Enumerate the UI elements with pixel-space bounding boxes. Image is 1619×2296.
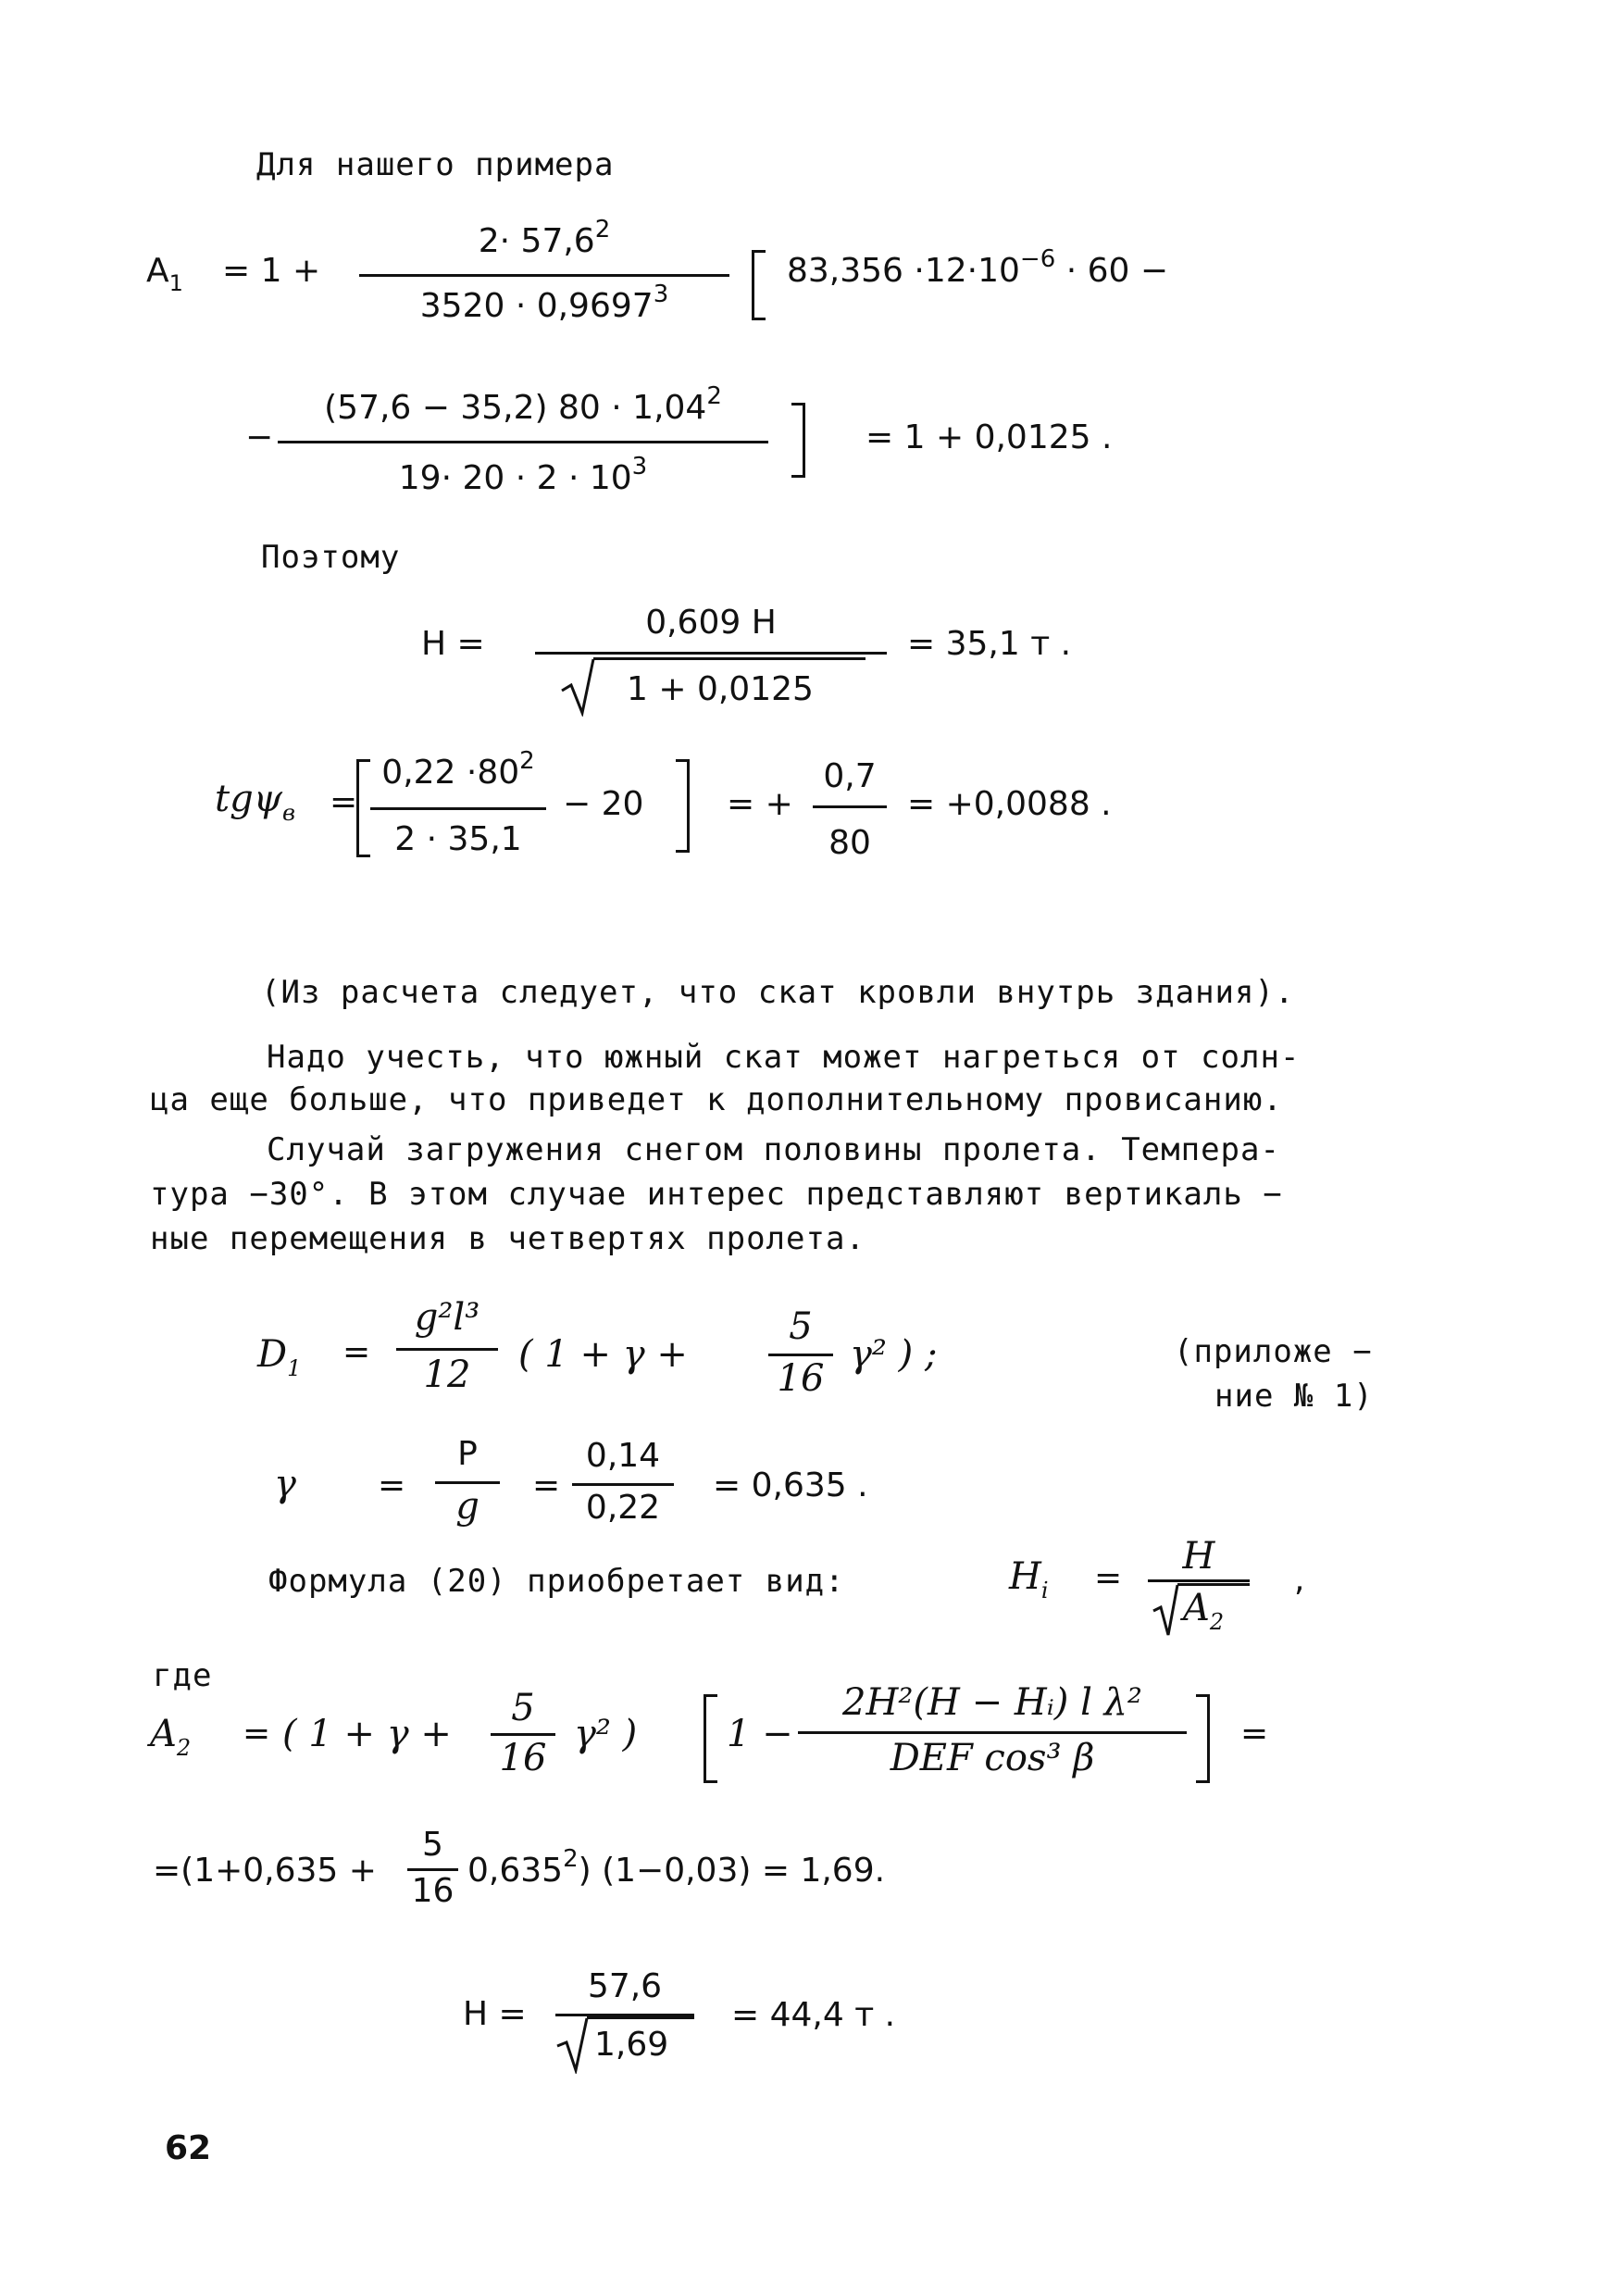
eq4-right-bracket bbox=[676, 759, 690, 853]
eq8-one-minus: 1 − bbox=[727, 1713, 793, 1755]
eq4-fraction-bar bbox=[370, 807, 546, 810]
page-number: 62 bbox=[165, 2129, 212, 2167]
eq6-result: = 0,635 . bbox=[713, 1466, 868, 1504]
eq2-right-bracket bbox=[791, 403, 805, 478]
eq4-result: = +0,0088 . bbox=[907, 785, 1112, 823]
eq6-fraction-1-denominator: g bbox=[455, 1485, 479, 1528]
eq10-lhs: H = bbox=[463, 1995, 527, 2033]
para2-line3: ные перемещения в четвертях пролета. bbox=[150, 1220, 866, 1257]
eq9-numerator: 5 bbox=[422, 1826, 443, 1864]
eq5-numerator: g²l³ bbox=[414, 1296, 480, 1339]
eq5-paren: ( 1 + γ + bbox=[518, 1333, 688, 1376]
eq9-fraction bbox=[407, 1826, 458, 1928]
formula-line: Формула (20) приобретает вид: bbox=[268, 1563, 845, 1600]
eq4-lhs: tgψ$_в$ bbox=[215, 778, 296, 826]
eq5-ref-line2: ние № 1) bbox=[1214, 1378, 1374, 1415]
eq6-fraction-1-numerator: P bbox=[457, 1435, 478, 1473]
eq4-fraction-2-numerator: 0,7 bbox=[823, 757, 877, 795]
eq5-fraction-2-denominator: 16 bbox=[777, 1357, 825, 1400]
eq7-comma: , bbox=[1294, 1561, 1305, 1599]
eq2-numerator: (57,6 − 35,2) $80 \cdot 1,04^2$ bbox=[324, 382, 722, 427]
eq1-numerator: $2\cdot 57,6^2$ bbox=[478, 216, 611, 260]
eq7-denominator: $A_2$ bbox=[1183, 1587, 1225, 1635]
eq5-fraction-bar bbox=[396, 1348, 498, 1351]
eq4-fraction-2-bar bbox=[813, 805, 887, 808]
eq5-fraction-2-numerator: 5 bbox=[789, 1305, 813, 1348]
eq9-denominator: 16 bbox=[411, 1872, 455, 1910]
eq8-paren: ( 1 + γ + bbox=[282, 1713, 452, 1755]
sqrt-icon bbox=[555, 2016, 589, 2074]
eq8-tail-eq: = bbox=[1240, 1715, 1269, 1753]
eq10-sqrt-bar bbox=[587, 2016, 694, 2019]
eq6-fraction-1 bbox=[435, 1435, 500, 1555]
sqrt-icon bbox=[560, 657, 597, 717]
eq8-eq: = bbox=[243, 1715, 271, 1753]
eq2-denominator: $19\cdot 20 \cdot 2 \cdot 10^3$ bbox=[398, 453, 648, 497]
eq8-fraction-2-denominator: DEF cos³ β bbox=[890, 1737, 1095, 1779]
eq8-fraction-1 bbox=[491, 1687, 555, 1798]
eq10-numerator: 57,6 bbox=[587, 1967, 663, 2005]
eq8-fraction-2-bar bbox=[798, 1731, 1187, 1734]
eq8-paren-tail: γ² ) bbox=[574, 1713, 638, 1755]
eq3-sqrt-bar bbox=[593, 657, 866, 660]
eq10-result: = 44,4 т . bbox=[731, 1996, 896, 2034]
eq8-fraction-1-denominator: 16 bbox=[499, 1737, 547, 1779]
eq6-fraction-2-denominator: 0,22 bbox=[585, 1489, 661, 1527]
eq7-numerator: H bbox=[1182, 1535, 1215, 1578]
eq6-eq: = bbox=[378, 1466, 406, 1504]
note-paren: (Из расчета следует, что скат кровли внутрь здания). bbox=[261, 974, 1295, 1011]
eq10-sqrt bbox=[555, 2016, 694, 2074]
eq8-fraction-2-numerator: 2H²(H − Hᵢ) l λ² bbox=[842, 1681, 1142, 1724]
eq5-lhs: $D_1$ bbox=[257, 1333, 302, 1381]
intro-text: Для нашего примера bbox=[256, 146, 615, 183]
eq6-fraction-1-bar bbox=[435, 1481, 500, 1484]
eq7-lhs: $H_i$ bbox=[1009, 1555, 1049, 1603]
eq3-numerator: 0,609 H bbox=[645, 604, 777, 642]
eq1-bracket-term: $83,356 \cdot 12\cdot 10^{-6} \cdot 60$ − bbox=[787, 245, 1169, 290]
eq4-eq: = bbox=[330, 783, 358, 821]
eq4-minus-20: − 20 bbox=[563, 785, 644, 823]
eq9-fraction-bar bbox=[407, 1868, 458, 1871]
eq1-left-bracket bbox=[752, 250, 766, 320]
eq4-numerator: $0,22 \cdot 80^2$ bbox=[381, 747, 535, 792]
eq4-fraction-2-denominator: 80 bbox=[828, 824, 871, 862]
eq4-eq-plus: = + bbox=[727, 785, 793, 823]
eq5-fraction-2-bar bbox=[768, 1354, 833, 1356]
eq3-denominator: 1 + 0,0125 bbox=[627, 670, 814, 708]
eq6-fraction-2 bbox=[572, 1437, 674, 1548]
eq5-ref-line1: (приложе − bbox=[1174, 1333, 1373, 1370]
eq2-minus: − bbox=[245, 418, 274, 456]
eq4-fraction bbox=[370, 747, 546, 870]
eq8-right-bracket bbox=[1196, 1694, 1210, 1783]
eq1-denominator: $3520 \cdot 0,9697^3$ bbox=[419, 281, 669, 325]
para2-line1: Случай загружения снегом половины пролета. Темпера- bbox=[267, 1131, 1280, 1168]
eq8-fraction-1-bar bbox=[491, 1733, 555, 1736]
para1-line2: ца еще больше, что приведет к дополнительному провисанию. bbox=[150, 1081, 1283, 1118]
eq1-one-plus: = 1 + bbox=[222, 252, 321, 290]
eq2-fraction-bar bbox=[278, 441, 768, 443]
eq8-fraction-2 bbox=[798, 1681, 1187, 1802]
eq5-fraction bbox=[396, 1296, 498, 1416]
eq7-eq: = bbox=[1094, 1559, 1123, 1597]
where-text: где bbox=[153, 1657, 213, 1694]
eq3-lhs: H = bbox=[421, 625, 485, 663]
eq5-fraction-2 bbox=[768, 1305, 833, 1416]
eq5-tail: γ² ) ; bbox=[850, 1333, 938, 1376]
eq10-denominator: 1,69 bbox=[594, 2026, 669, 2064]
eq5-eq: = bbox=[342, 1333, 371, 1371]
eq7-sqrt-bar bbox=[1177, 1583, 1250, 1586]
eq8-left-bracket bbox=[704, 1694, 717, 1783]
eq6-lhs: γ bbox=[274, 1463, 296, 1505]
eq8-lhs: $A_2$ bbox=[150, 1713, 192, 1761]
eq3-sqrt bbox=[560, 657, 866, 713]
eq7-sqrt bbox=[1152, 1583, 1250, 1639]
eq6-fraction-2-numerator: 0,14 bbox=[585, 1437, 661, 1475]
eq7-fraction-bar bbox=[1148, 1579, 1250, 1582]
therefore-text: Поэтому bbox=[261, 539, 401, 576]
eq4-fraction-2 bbox=[813, 757, 887, 878]
eq4-left-bracket bbox=[356, 759, 370, 857]
sqrt-icon bbox=[1152, 1583, 1179, 1639]
eq3-result: = 35,1 т . bbox=[907, 625, 1072, 663]
eq8-fraction-1-numerator: 5 bbox=[511, 1687, 535, 1729]
eq4-denominator: 2 · 35,1 bbox=[394, 820, 522, 858]
eq2-fraction bbox=[278, 382, 768, 518]
eq9-start: =(1+0,635 + bbox=[153, 1852, 377, 1890]
eq1-fraction-bar bbox=[359, 274, 729, 277]
eq9-end: 0,635$^2$) (1−0,03) = 1,69. bbox=[467, 1845, 886, 1890]
eq6-fraction-2-bar bbox=[572, 1483, 674, 1486]
eq5-denominator: 12 bbox=[423, 1354, 471, 1396]
eq1-lhs: $A_1$ bbox=[146, 252, 183, 296]
eq2-result: = 1 + 0,0125 . bbox=[866, 418, 1113, 456]
eq1-fraction bbox=[359, 216, 729, 352]
para1-line1: Надо учесть, что южный скат может нагреться от солн- bbox=[267, 1039, 1301, 1076]
para2-line2: тура −30°. В этом случае интерес представляют вертикаль − bbox=[150, 1176, 1283, 1213]
eq3-fraction-bar bbox=[535, 652, 887, 655]
eq6-eq2: = bbox=[532, 1466, 561, 1504]
